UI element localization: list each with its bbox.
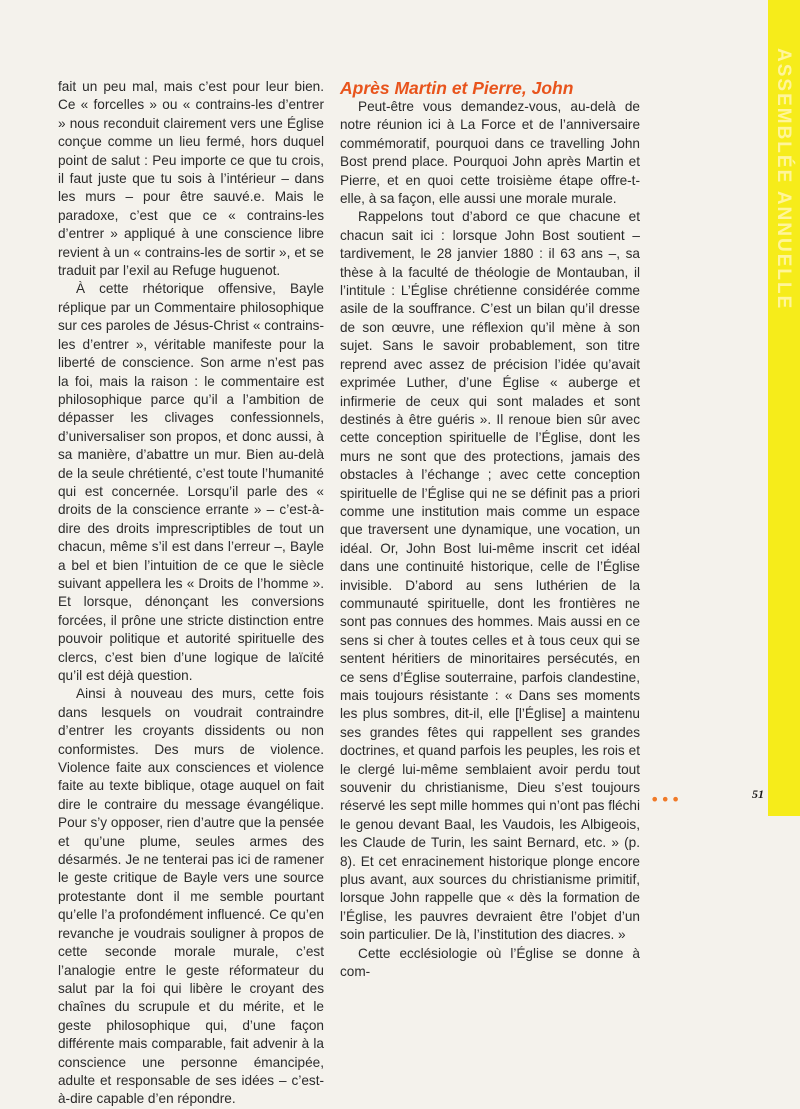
side-band xyxy=(768,0,800,816)
left-column xyxy=(58,78,324,1109)
left-paragraph-3: Ainsi à nouveau des murs, cette fois dans lesquels on voudrait contraindre d’entrer les croyants dissidents ou non conformistes. Des murs de violence. Violence faite aux consciences et violence faite au texte biblique, otage auquel on fait dire le contraire du message évangélique. Pour s’y opposer, rien d’autre que la pensée et qu’une plume, seules armes des désarmés. Je ne tenterai pas ici de ramener le geste critique de Bayle vers une source protestante dont il me semble pourtant qu’elle l’a profondément influencé. Ce qu’en revanche je voudrais souligner à propos de cette seconde morale murale, c’est l’analogie entre le geste réformateur du salut par la foi qui libère le croyant des chaînes du scrupule et du mérite, et le geste philosophique qui, d’une façon différente mais comparable, fait advenir à la conscience une personne émancipée, adulte et responsable de ses idées – c’est-à-dire capable d’en répondre. xyxy=(58,686,325,1107)
left-paragraph-1: fait un peu mal, mais c’est pour leur bien. Ce « forcelles » ou « contrains-les d’entrer » nous reconduit clairement vers une Église conçue comme un lieu fermé, hors duquel point de salut : Peu importe ce que tu crois, il faut juste que tu sois à l’intérieur – dans les murs – pour être sauvé.e. Mais le paradoxe, c’est que ce « contrains-les d’entrer » appliqué à une conscience libre revient à un « contrains-les de sortir », et se traduit par l’exil au Refuge huguenot. xyxy=(58,79,324,279)
left-paragraph-2: À cette rhétorique offensive, Bayle réplique par un Commentaire philosophique sur ces paroles de Jésus-Christ « contrains-les d’entrer », véritable manifeste pour la liberté de conscience. Son arme n’est pas la foi, mais la raison : le commentaire est philosophique parce qu’il a l’ambition de dépasser les clivages confessionnels, d’universaliser son propos, et donc aussi, à sa manière, d’abattre un mur. Bien au-delà de la seule chrétienté, c’est toute l’humanité qui est concernée. Lorsqu’il parle des « droits de la conscience errante » – c’est-à-dire des droits imprescriptibles de tout un chacun, même s’il est dans l’erreur –, Bayle a bel et bien l’intuition de ce que le siècle suivant appellera les « Droits de l’homme ». Et lorsque, dénonçant les conversions forcées, il prône une stricte distinction entre pouvoir politique et autorité spirituelle des clercs, c’est bien d’une logique de laïcité qu’il est déjà question. xyxy=(58,281,324,683)
page-number: 51 xyxy=(752,787,764,801)
right-paragraph-3: Cette ecclésiologie où l’Église se donne à com- xyxy=(340,945,640,980)
right-paragraph-2: Rappelons tout d’abord ce que chacune et chacun sait ici : lorsque John Bost soutient – tardivement, le 28 janvier 1880 : il 63 ans –, sa thèse à la faculté de théologie de Montauban, il l’intitule : L’Église chrétienne considérée comme asile de la souffrance. C’est un bilan qu’il dresse de son œuvre, une réflexion qu’il mène à son sujet. Sans le savoir probablement, son titre reprend avec assez de précision l’idée qu’avait exprimée Luther, d’une Église « auberge et infirmerie de ceux qui sont malades et sont destinés à être guéris ». Il renoue bien sûr avec cette conception spirituelle de l’Église, dont les murs ne sont que des protections, jamais des obstacles à l’échange ; avec cette conception spirituelle de l’Église qui ne se définit pas a priori comme une institution mais comme un espace que traversent une dynamique, une vocation, un idéal. Or, John Bost lui-même inscrit cet idéal dans une continuité historique, celle de l’Église invisible. D’abord au sens luthérien de la communauté spirituelle, dont les frontières ne sont pas connues des hommes. Mais aussi en ce sens si cher à toutes celles et à tous ceux qui se sentent héritiers de minoritaires persécutés, en ce sens d’Église souterraine, parfois clandestine, mais toujours résistante : « Dans ses moments les plus sombres, dit-il, elle [l’Église] a maintenu ses grandes fêtes qui rappellent ses grandes doctrines, et quand parfois les peuples, les rois et le clergé lui-même semblaient avoir perdu tout souvenir du christianisme, Dieu s’est toujours réservé les sept mille hommes qui n’ont pas fléchi le genou devant Baal, les Vaudois, les Albigeois, les Claude de Turin, les saint Bernard, etc. » (p. 8). Et cet enracinement historique plonge encore plus avant, aux sources du christianisme primitif, lorsque John rappelle que « dès la formation de l’Église, les pauvres devraient être l’objet d’un soin particulier. De là, l’institution des diacres. » xyxy=(340,209,640,943)
decor-dots: ••• xyxy=(650,790,682,809)
section-heading: Après Martin et Pierre, John xyxy=(340,78,574,98)
right-column xyxy=(340,78,640,982)
right-paragraph-1: Peut-être vous demandez-vous, au-delà de notre réunion ici à La Force et de l’anniversaire commémoratif, pourquoi dans ce travelling John Bost prend place. Pourquoi John après Martin et Pierre, et en quoi cette troisième étape offre-t-elle, à sa façon, elle aussi une morale murale. xyxy=(340,99,640,207)
side-title: ASSEMBLÉE ANNUELLE xyxy=(773,48,794,311)
